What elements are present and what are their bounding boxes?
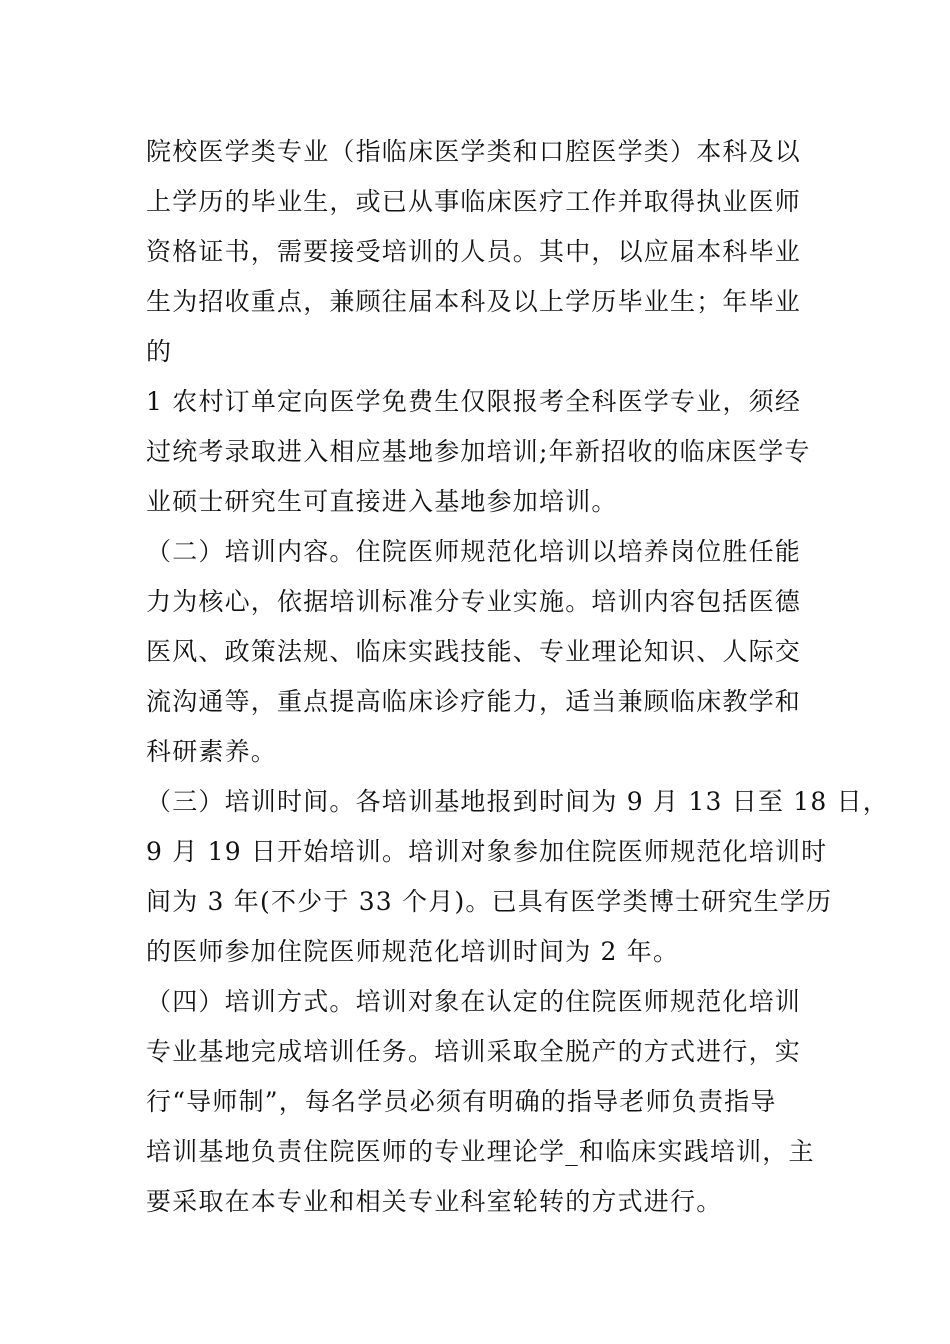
text-line: 9 月 19 日开始培训。培训对象参加住院医师规范化培训时	[146, 837, 828, 866]
text-line: 力为核心，依据培训标准分专业实施。培训内容包括医德	[146, 587, 802, 616]
text-line: （四）培训方式。培训对象在认定的住院医师规范化培训	[146, 987, 802, 1016]
text-line: 1 农村订单定向医学免费生仅限报考全科医学专业，须经	[146, 387, 802, 416]
text-line: 的医师参加住院医师规范化培训时间为 2 年。	[146, 937, 680, 966]
text-line: （三）培训时间。各培训基地报到时间为 9 月 13 日至 18 日，	[146, 787, 890, 816]
text-line: 的	[146, 337, 173, 366]
text-line: 行“导师制”，每名学员必须有明确的指导老师负责指导	[146, 1087, 777, 1116]
text-line: 流沟通等，重点提高临床诊疗能力，适当兼顾临床教学和	[146, 687, 802, 716]
text-line: 医风、政策法规、临床实践技能、专业理论知识、人际交	[146, 637, 802, 666]
text-line: 业硕士研究生可直接进入基地参加培训。	[146, 487, 618, 516]
text-line: （二）培训内容。住院医师规范化培训以培养岗位胜任能	[146, 537, 802, 566]
text-line: 科研素养。	[146, 737, 278, 766]
text-line: 培训基地负责住院医师的专业理论学_和临床实践培训，主	[146, 1137, 815, 1166]
text-line: 资格证书，需要接受培训的人员。其中，以应届本科毕业	[146, 237, 802, 266]
text-line: 生为招收重点，兼顾往届本科及以上学历毕业生；年毕业	[146, 287, 802, 316]
text-line: 过统考录取进入相应基地参加培训;年新招收的临床医学专	[146, 437, 811, 466]
text-line: 院校医学类专业（指临床医学类和口腔医学类）本科及以	[146, 137, 802, 166]
text-line: 专业基地完成培训任务。培训采取全脱产的方式进行，实	[146, 1037, 802, 1066]
text-line: 间为 3 年(不少于 33 个月)。已具有医学类博士研究生学历	[146, 887, 833, 916]
text-line: 上学历的毕业生，或已从事临床医疗工作并取得执业医师	[146, 187, 802, 216]
text-line: 要采取在本专业和相关专业科室轮转的方式进行。	[146, 1187, 723, 1216]
